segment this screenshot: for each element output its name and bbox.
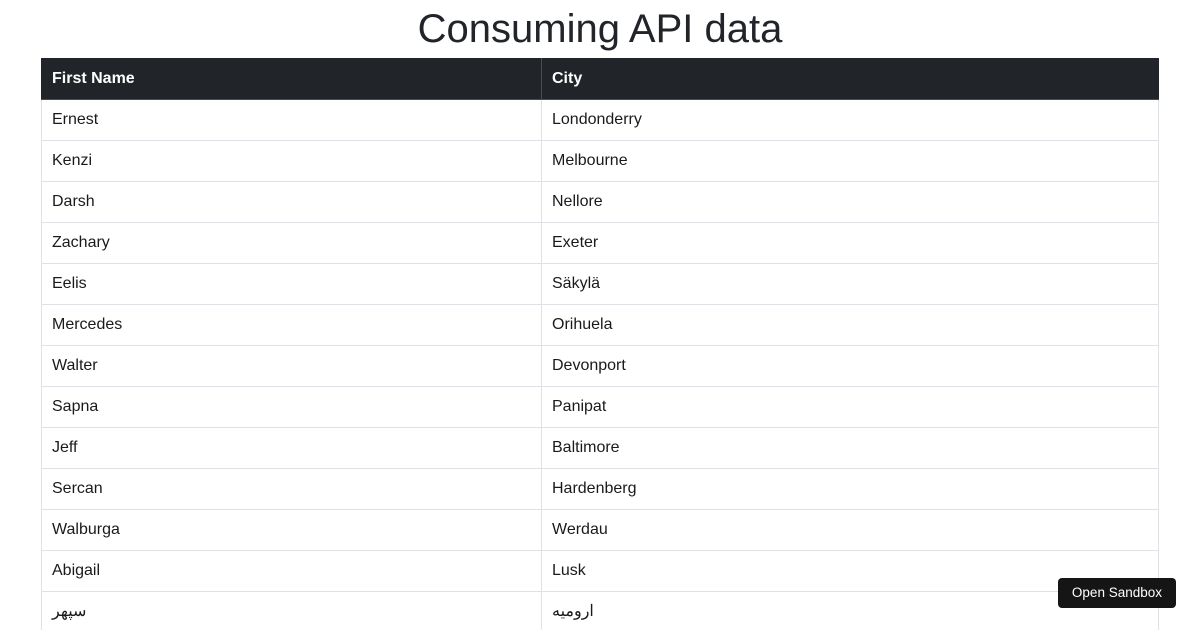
cell-city: Lusk (542, 551, 1159, 592)
cell-first-name: Walburga (42, 510, 542, 551)
table-header (42, 59, 1159, 100)
column-header-city: City (542, 59, 1159, 100)
cell-first-name: Ernest (42, 100, 542, 141)
cell-city: Devonport (542, 346, 1159, 387)
cell-first-name: Eelis (42, 264, 542, 305)
table-header-row (42, 59, 1159, 100)
api-data-table (41, 58, 1159, 630)
cell-city: Melbourne (542, 141, 1159, 182)
table-body (42, 100, 1159, 630)
cell-first-name: Jeff (42, 428, 542, 469)
table-row (42, 100, 1159, 141)
cell-city: Säkylä (542, 264, 1159, 305)
cell-city: Werdau (542, 510, 1159, 551)
cell-first-name: Zachary (42, 223, 542, 264)
cell-first-name: Abigail (42, 551, 542, 592)
page-title: Consuming API data (417, 7, 783, 51)
table-row (42, 551, 1159, 592)
cell-first-name: سپهر (42, 592, 542, 630)
cell-city: Nellore (542, 182, 1159, 223)
cell-city: Baltimore (542, 428, 1159, 469)
cell-first-name: Kenzi (42, 141, 542, 182)
table-row (42, 141, 1159, 182)
table-row (42, 305, 1159, 346)
table-row (42, 264, 1159, 305)
cell-city: Exeter (542, 223, 1159, 264)
table-row (42, 346, 1159, 387)
cell-city: Hardenberg (542, 469, 1159, 510)
cell-city: Orihuela (542, 305, 1159, 346)
table-row (42, 428, 1159, 469)
cell-first-name: Sercan (42, 469, 542, 510)
table-row (42, 182, 1159, 223)
cell-first-name: Walter (42, 346, 542, 387)
open-sandbox-button[interactable]: Open Sandbox (1058, 578, 1176, 608)
cell-city: ارومیه (542, 592, 1159, 630)
table-row (42, 223, 1159, 264)
cell-city: Londonderry (542, 100, 1159, 141)
table-row (42, 387, 1159, 428)
table-row (42, 592, 1159, 630)
column-header-first-name: First Name (42, 59, 542, 100)
table-row (42, 469, 1159, 510)
cell-first-name: Mercedes (42, 305, 542, 346)
cell-first-name: Darsh (42, 182, 542, 223)
table-row (42, 510, 1159, 551)
cell-first-name: Sapna (42, 387, 542, 428)
cell-city: Panipat (542, 387, 1159, 428)
